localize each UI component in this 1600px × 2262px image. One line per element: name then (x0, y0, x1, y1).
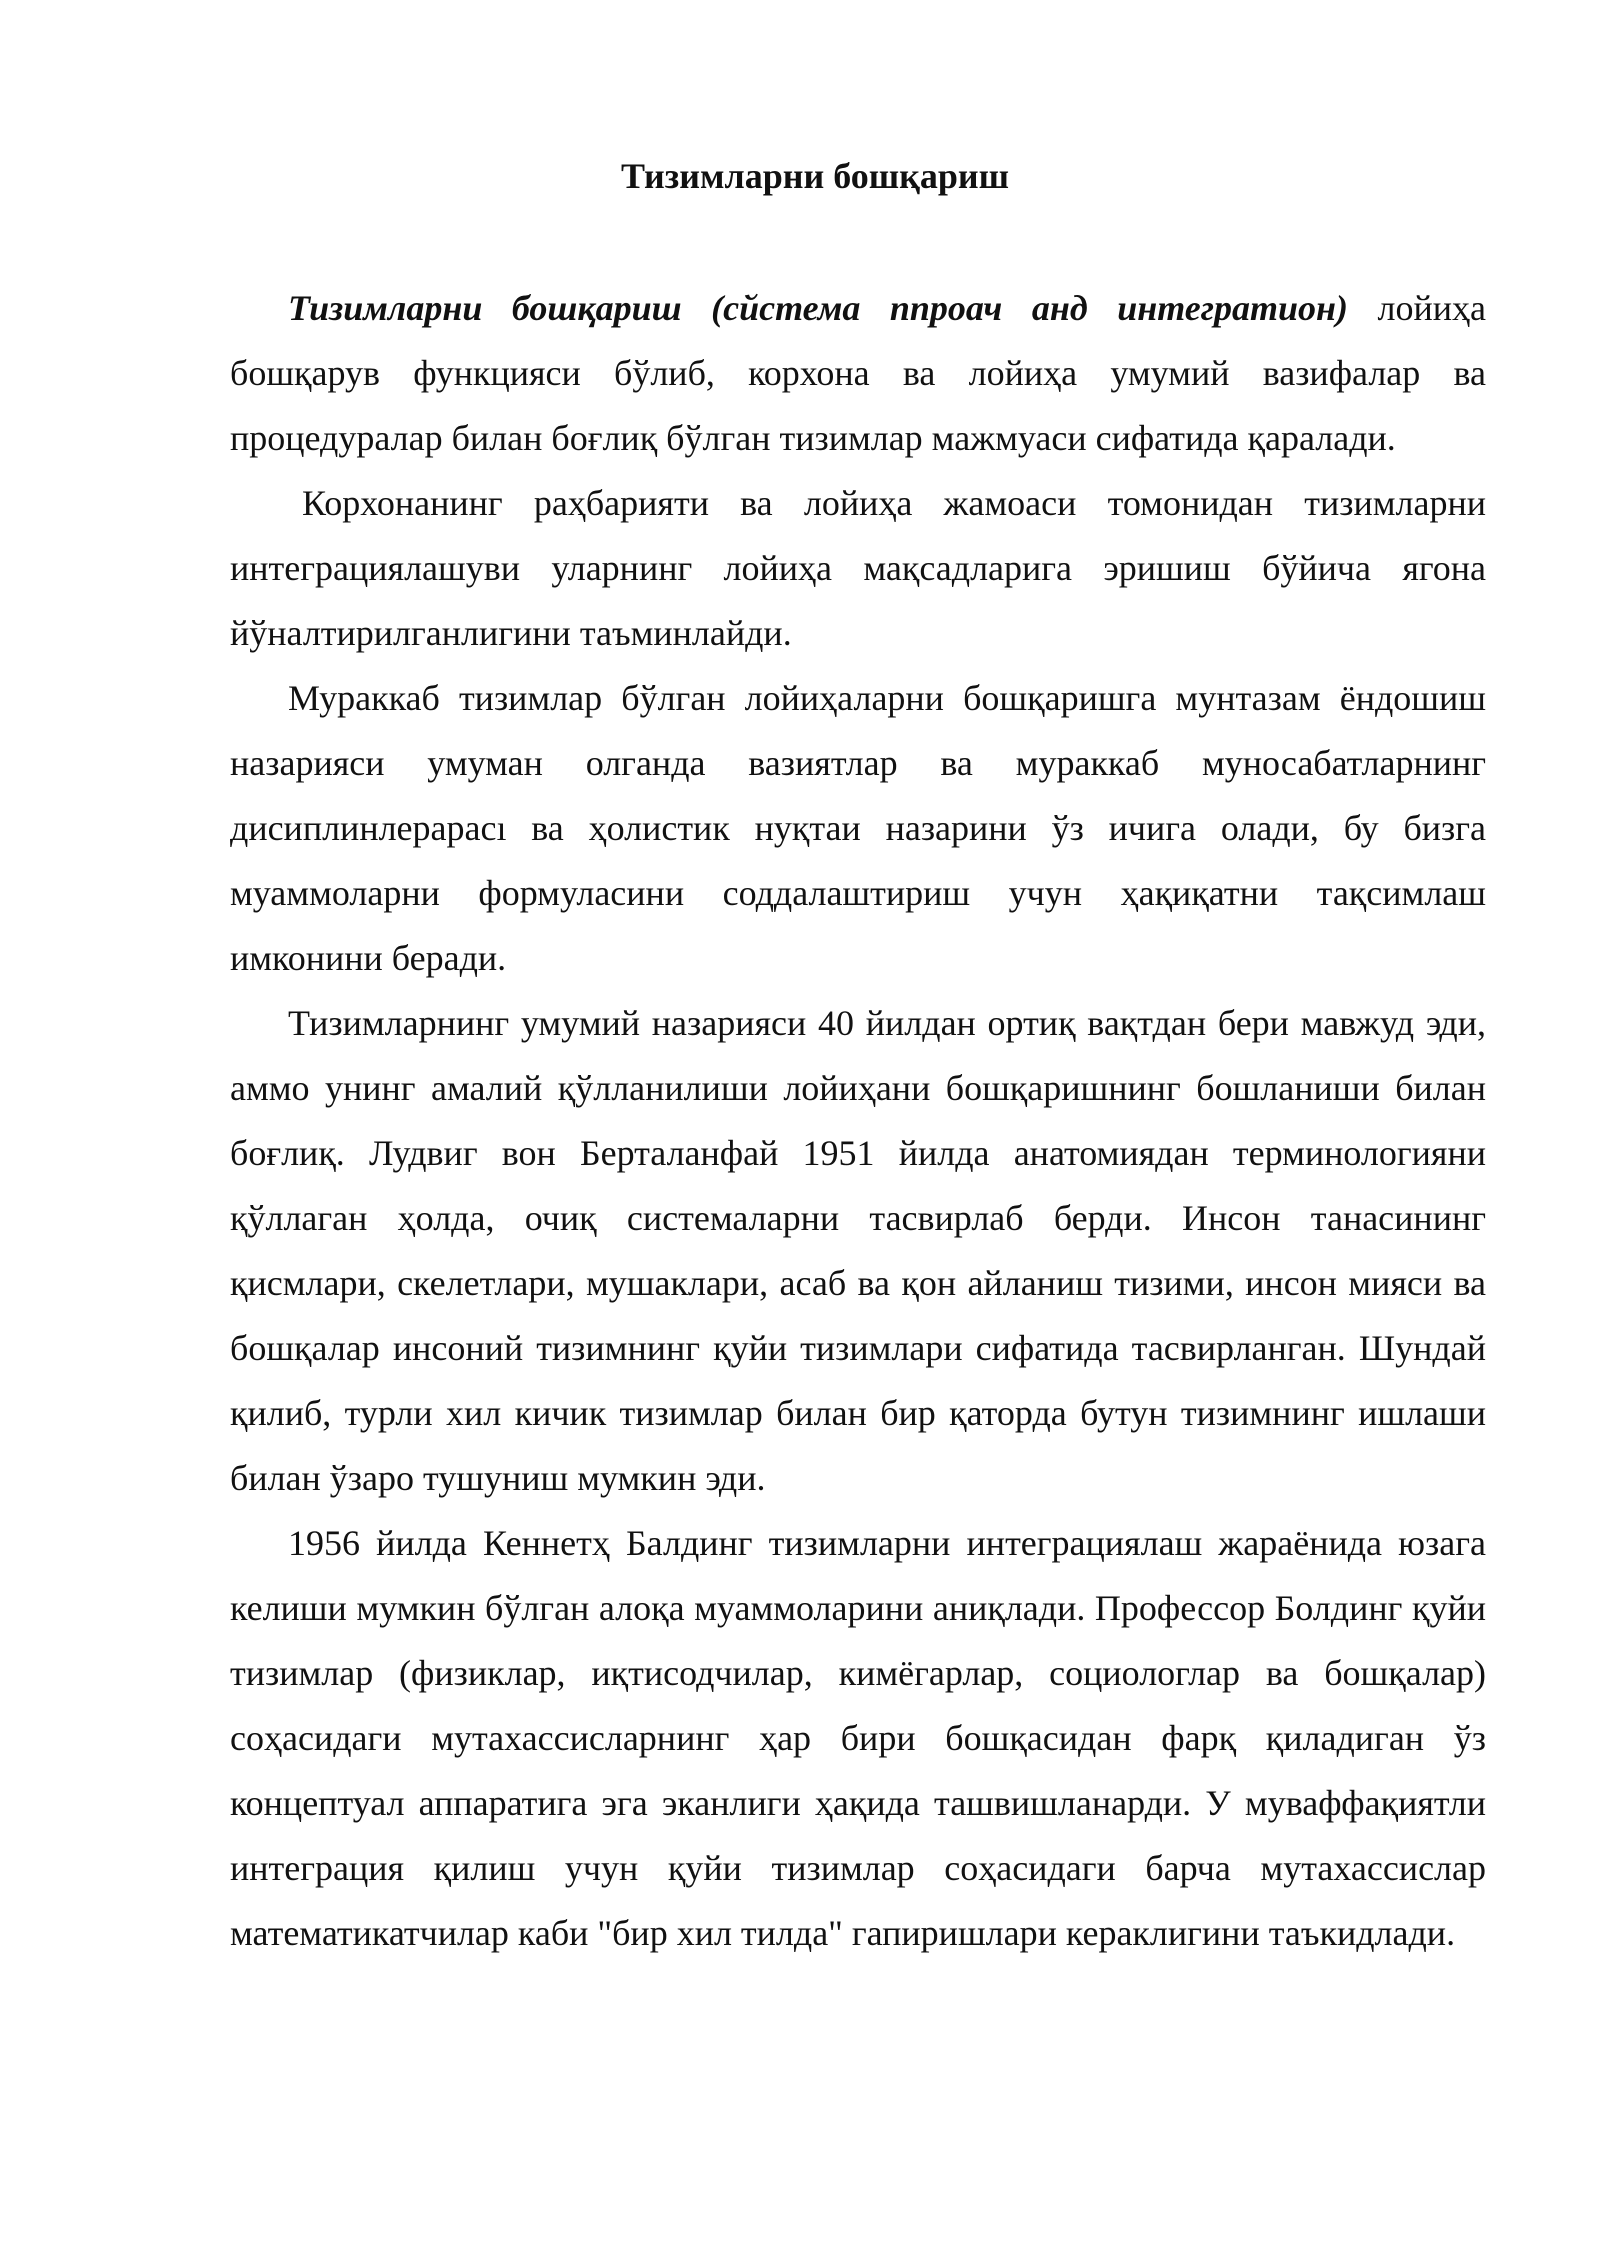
paragraph-5-text: 1956 йилда Кеннетҳ Балдинг тизимларни интеграциялаш жараёнида юзага келиши мумкин бўлган алоқа муаммоларини аниқлади. Профессор Болдинг қуйи тизимлар (физиклар, иқтисодчилар, кимёгарлар, социологлар ва бошқалар) соҳасидаги мутахассисларнинг ҳар бири бошқасидан фарқ қиладиган ўз концептуал аппаратига эга эканлиги ҳақида ташвишланарди. У муваффақиятли интеграция қилиш учун қуйи тизимлар соҳасидаги барча мутахассислар математикатчилар каби "бир хил тилда" гапиришлари кераклигини таъкидлади. (230, 1523, 1486, 1953)
paragraph-2 (230, 471, 1486, 666)
paragraph-3-text: Мураккаб тизимлар бўлган лойиҳаларни бошқаришга мунтазам ёндошиш назарияси умуман олганда вазиятлар ва мураккаб муносабатларнинг дисиплинлерарасı ва ҳолистик нуқтаи назарини ўз ичига олади, бу бизга муаммоларни формуласини соддалаштириш учун ҳақиқатни тақсимлаш имконини беради. (230, 678, 1486, 978)
paragraph-4 (230, 991, 1486, 1511)
document-body (230, 276, 1486, 1966)
paragraph-4-text: Тизимларнинг умумий назарияси 40 йилдан ортиқ вақтдан бери мавжуд эди, аммо унинг амалий қўлланилиши лойиҳани бошқаришнинг бошланиши билан боғлиқ. Лудвиг вон Берталанфай 1951 йилда анатомиядан терминологияни қўллаган ҳолда, очиқ системаларни тасвирлаб берди. Инсон танасининг қисмлари, скелетлари, мушаклари, асаб ва қон айланиш тизими, инсон мияси ва бошқалар инсоний тизимнинг қуйи тизимлари сифатида тасвирланган. Шундай қилиб, турли хил кичик тизимлар билан бир қаторда бутун тизимнинг ишлаши билан ўзаро тушуниш мумкин эди. (230, 1003, 1486, 1498)
paragraph-1-text: лойиҳа бошқарув функцияси бўлиб, корхона ва лойиҳа умумий вазифалар ва процедуралар билан боғлиқ бўлган тизимлар мажмуаси сифатида қаралади. (230, 288, 1486, 458)
paragraph-1-lead-term: Тизимларни бошқариш (сйстема ппроач анд интегратион) (288, 288, 1348, 328)
paragraph-5 (230, 1511, 1486, 1966)
paragraph-1 (230, 276, 1486, 471)
document-title: Тизимларни бошқариш (620, 156, 1010, 196)
paragraph-3 (230, 666, 1486, 991)
paragraph-2-text: Корхонанинг раҳбарияти ва лойиҳа жамоаси томонидан тизимларни интеграциялашуви уларнинг лойиҳа мақсадларига эришиш бўйича ягона йўналтирилганлигини таъминлайди. (230, 483, 1486, 653)
